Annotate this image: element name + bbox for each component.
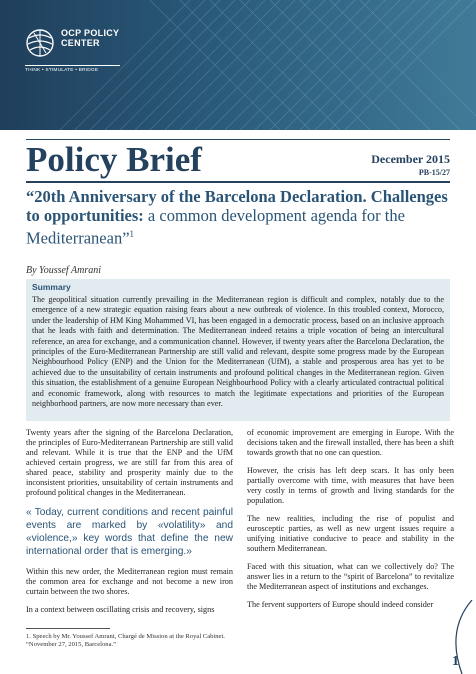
article-title-rest: a common development agenda for the Mediterranean” [26,206,405,248]
footnote: 1. Speech by Mr. Youssef Amrani, Chargé de Mission at the Royal Cabinet. “November 27, 2015, Barcelona.” [26,633,225,648]
page-number: 1 [452,654,459,669]
body-column-right [247,428,454,618]
pull-quote: « Today, current conditions and recent painful events are marked by «volatility» and «violence,» key words that define the new international order that is emerging.» [26,507,233,557]
body-paragraph: In a context between oscillating crisis and recovery, signs [26,605,215,614]
masthead-rule-bottom [26,181,450,183]
summary-box [26,279,450,421]
globe-icon [25,28,55,58]
body-paragraph: Twenty years after the signing of the Barcelona Declaration, the principles of Euro-Mediterranean Partnership are still valid and relevant. While it is true that the ENP and the UfM achieved certain progress, we are still far from this area of shared peace, stability and prosperity mainly due to the inconsistent priorities, unsuitability of certain instruments and profound political changes in the Mediterranean. [26,428,233,497]
issue-date: December 2015 [371,152,450,166]
header-banner [0,0,476,130]
body-paragraph: The fervent supporters of Europe should indeed consider [247,600,434,609]
body-paragraph: However, the crisis has left deep scars. It has only been partially overcome with time, with measures that have been very costly in terms of growth and living standards for the population. [247,466,454,505]
body-paragraph: of economic improvement are emerging in Europe. With the decisions taken and the firewall installed, there has been a shift towards growth that no one can question. [247,428,454,457]
summary-heading: Summary [32,282,71,292]
body-paragraph: The new realities, including the rise of populist and eurosceptic parties, as well as new urgent issues require a unifying initiative conducive to peace and stability in the southern Mediterranean. [247,514,454,553]
author-byline: By Youssef Amrani [26,265,102,276]
footnote-marker: 1 [129,229,135,239]
publication-title: Policy Brief [26,140,202,179]
article-title [26,187,456,248]
summary-text: The geopolitical situation currently prevailing in the Mediterranean region is difficult and complex, notably due to the emergence of a new strategic equation raising fears about a new outbreak of violence. In this troubled context, Morocco, under the leadership of HM King Mohammed VI, has been engaged in a democratic process, based on an inclusive approach that he leads with faith and determination. The Mediterranean indeed retains a triple vocation of being an intercultural reference, an area for exchange, and a communication channel. However, if twenty years after the Barcelona Declaration, the principles of the Euro-Mediterranean Partnership are still valid and relevant, despite some progress made by the European Neighbourhood Policy (ENP) and the Union for the Mediterranean (UfM), a stable and prosperous area has yet to be achieved due to the unsuitability of certain instruments and profound political changes in the Mediterranean region. Given this situation, the establishment of a genuine European Neighbourhood Policy with a clearly articulated contractual political and economic framework, along with resources to match the legitimate expectations and priorities of the European neighborhood partners, are now more necessary than ever. [32,295,444,409]
article-title-bold: “20th Anniversary of the Barcelona Declaration. Challenges to opportunities: [26,187,448,225]
body-column-left [26,428,233,623]
footnote-rule [26,628,110,629]
body-paragraph: Faced with this situation, what can we collectively do? The answer lies in a return to the “spirit of Barcelona” to revitalize the Mediterranean aspect of institutions and exchanges. [247,562,454,591]
org-tagline: THINK • STIMULATE • BRIDGE [25,65,120,76]
org-name: OCP POLICY CENTER [61,28,120,48]
issue-number: PB-15/27 [418,168,450,177]
ocp-logo[interactable] [25,28,120,78]
body-paragraph: Within this new order, the Mediterranean region must remain the common area for exchange and not become a new iron curtain between the two shores. [26,567,233,596]
